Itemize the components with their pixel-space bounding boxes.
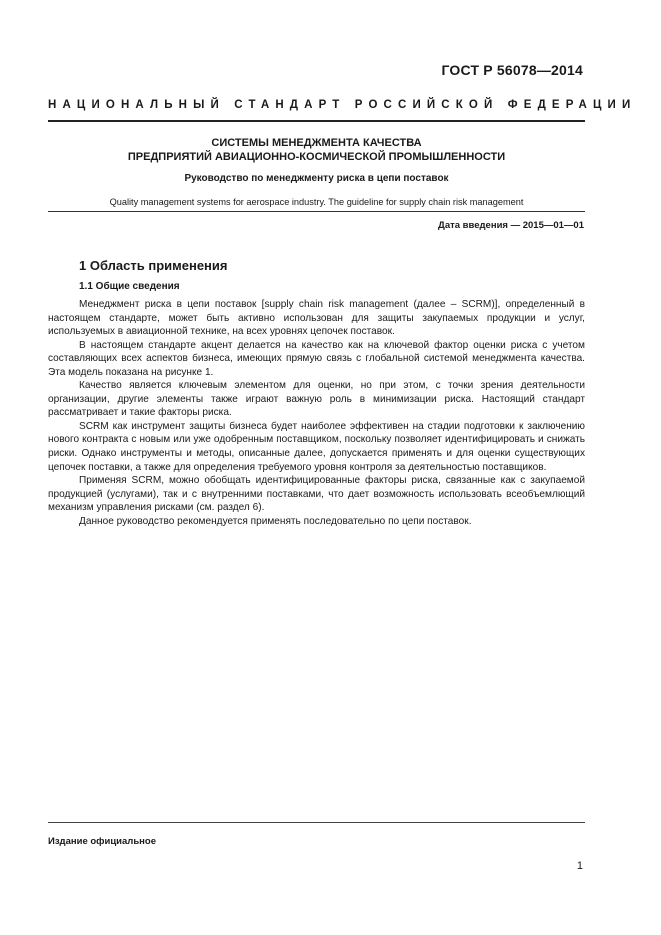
subsection-heading: 1.1 Общие сведения: [79, 281, 180, 292]
title-line-1: СИСТЕМЫ МЕНЕДЖМЕНТА КАЧЕСТВА: [211, 137, 422, 149]
official-edition-label: Издание официальное: [48, 836, 156, 847]
paragraph: В настоящем стандарте акцент делается на качество как на ключевой фактор оценки риска с учетом составляющих всех аспектов бизнеса, имеющих прямую связь с глобальной системой менеджмента качества. Эта модель показана на рисунке 1.: [48, 339, 585, 378]
paragraph: Применяя SCRM, можно обобщать идентифицированные факторы риска, связанные как с закупаемой продукцией (услугами), так и с внутренними поставками, что дает возможность использовать всеобъемлющий механизм управления рисками (см. раздел 6).: [48, 475, 585, 514]
document-subtitle: Руководство по менеджменту риска в цепи поставок: [184, 173, 449, 184]
paragraph: SCRM как инструмент защиты бизнеса будет наиболее эффективен на стадии подготовки к заключению нового контракта с новым или уже одобренным поставщиком, поскольку позволяет идентифицировать и снижать риски. Однако инструменты и методы, описанные далее, допускается применять и для оценки существующих цепочек поставки, а также для определения требуемого уровня контроля за деятельностью поставщиков.: [48, 420, 585, 473]
footer-divider: [48, 822, 585, 823]
document-number: ГОСТ Р 56078—2014: [441, 62, 583, 78]
title-block: [48, 136, 585, 208]
introduction-date: Дата введения — 2015—01—01: [438, 220, 584, 231]
title-line-2: ПРЕДПРИЯТИЙ АВИАЦИОННО-КОСМИЧЕСКОЙ ПРОМЫШЛЕННОСТИ: [127, 151, 506, 163]
standard-banner: НАЦИОНАЛЬНЫЙ СТАНДАРТ РОССИЙСКОЙ ФЕДЕРАЦИИ: [48, 99, 637, 111]
english-title: Quality management systems for aerospace industry. The guideline for supply chain risk management: [109, 197, 524, 207]
header-divider: [48, 120, 585, 122]
paragraph: Данное руководство рекомендуется применять последовательно по цепи поставок.: [79, 515, 472, 527]
page-number: 1: [576, 860, 583, 872]
paragraph: Менеджмент риска в цепи поставок [supply chain risk management (далее – SCRM)], определенный в настоящем стандарте, может быть активно использован для защиты закупаемых продукции и услуг, используемых в авиационной технике, на всех уровнях цепочек поставок.: [48, 299, 585, 338]
paragraph: Качество является ключевым элементом для оценки, но при этом, с точки зрения деятельности организации, другие элементы также играют важную роль в минимизации риска. Настоящий стандарт рассматривает и такие факторы риска.: [48, 380, 585, 419]
title-divider: [48, 211, 585, 212]
body-text: [48, 298, 585, 528]
section-heading: 1 Область применения: [79, 258, 228, 273]
